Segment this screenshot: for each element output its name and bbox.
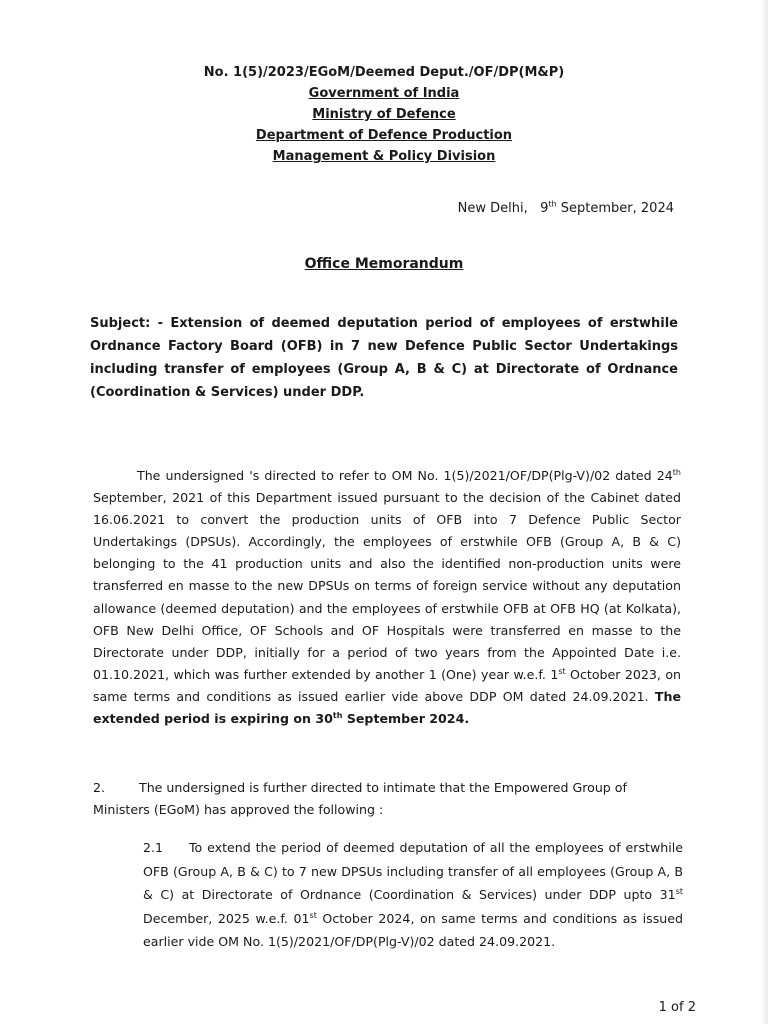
- file-number: No. 1(5)/2023/EGoM/Deemed Deput./OF/DP(M&P): [203, 65, 565, 80]
- date-month-year: September, 2024: [560, 201, 674, 216]
- para1-text-b: September, 2021 of this Department issued pursuant to the decision of the Cabinet dated 16.06.2021 to convert the production units of OFB into 7 Defence Public Sector Undertakings (DPSUs). Accordingly, the employees of erstwhile OFB (Group A, B & C) belonging to the 41 production units and also the identified non-production units were transferred en masse to the new DPSUs on terms of foreign service without any deputation allowance (deemed deputation) and the employees of erstwhile OFB at OFB HQ (at Kolkata), OFB New Delhi Office, OF Schools and OF Hospitals were transferred en masse to the Directorate under DDP, initially for a period of two years from the Appointed Date i.e. 01.10.2021, which was further extended by another 1 (One) year w.e.f. 1: [93, 490, 681, 682]
- para2-1-sup-a: st: [675, 886, 683, 896]
- memo-date: [458, 200, 674, 218]
- para1-bold-a: The extended period is expiring on 30: [93, 688, 681, 727]
- paragraph-1: [93, 465, 681, 730]
- para1-sup-b: st: [558, 666, 566, 676]
- paragraph-2: [93, 777, 681, 821]
- date-day-suffix: th: [548, 199, 557, 209]
- department-name: Department of Defence Production: [255, 128, 513, 143]
- para2-1-number: 2.1: [143, 840, 164, 855]
- letterhead: [0, 62, 768, 167]
- page-number: 1 of 2: [658, 1000, 696, 1015]
- para1-text-a: The undersigned 's directed to refer to OM No. 1(5)/2021/OF/DP(Plg-V)/02 dated 24: [137, 468, 673, 483]
- para1-sup-c: th: [332, 710, 343, 720]
- para2-1-text-a: To extend the period of deemed deputation of all the employees of erstwhile OFB (Group A, B & C) to 7 new DPSUs including transfer of all employees (Group A, B & C) at Directorate of Ordnance (Coordination & Services) under DDP upto 31: [143, 840, 683, 902]
- division-name: Management & Policy Division: [272, 149, 496, 164]
- para2-number: 2.: [93, 780, 106, 795]
- date-place: New Delhi,: [457, 201, 528, 216]
- para2-text: The undersigned is further directed to intimate that the Empowered Group of Ministers (EGoM) has approved the following :: [93, 780, 627, 817]
- para1-text-c: October 2023, on same terms and conditions as issued earlier vide above DDP OM dated 24.09.2021.: [93, 666, 682, 704]
- date-day: 9: [540, 201, 549, 216]
- para1-sup-a: th: [672, 467, 681, 477]
- para2-1-text-b: December, 2025 w.e.f. 01: [143, 910, 310, 926]
- government-name: Government of India: [308, 86, 460, 101]
- ministry-name: Ministry of Defence: [312, 107, 456, 122]
- paragraph-2-1: [143, 836, 683, 954]
- para1-bold-b: September 2024.: [342, 711, 470, 727]
- memo-title: Office Memorandum: [304, 256, 464, 272]
- para2-1-text-c: October 2024, on same terms and conditions as issued earlier vide OM No. 1(5)/2021/OF/DP(Plg-V)/02 dated 24.09.2021.: [143, 910, 684, 949]
- memo-subject: Subject: - Extension of deemed deputation period of employees of erstwhile Ordnance Factory Board (OFB) in 7 new Defence Public Sector Undertakings including transfer of employees (Group A, B & C) at Directorate of Ordnance (Coordination & Services) under DDP.: [90, 316, 678, 400]
- para2-1-sup-b: st: [309, 910, 317, 920]
